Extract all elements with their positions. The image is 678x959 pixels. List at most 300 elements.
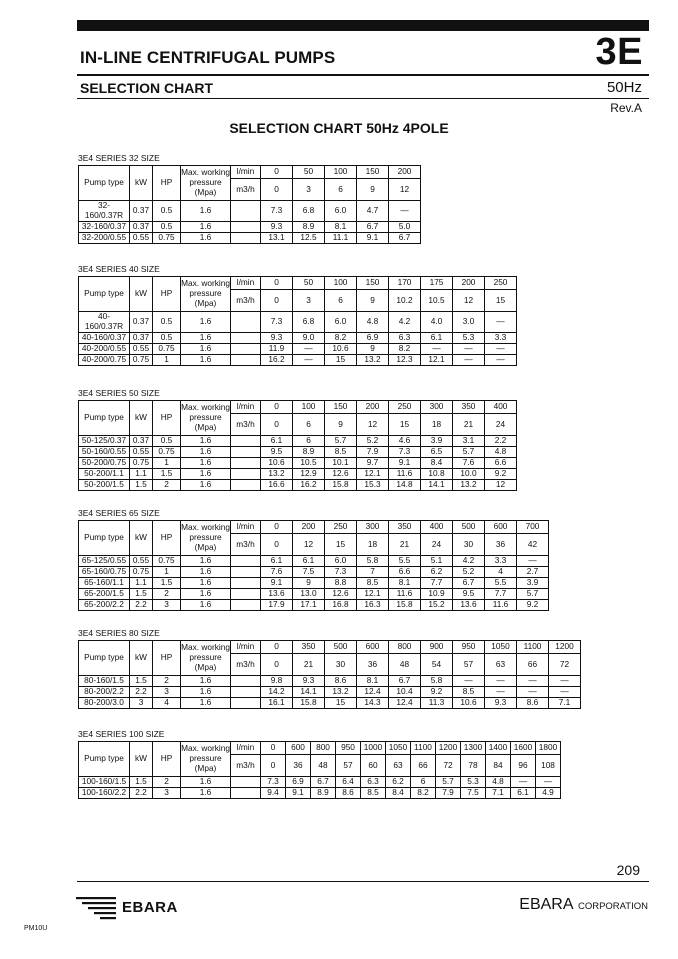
header-pump-type: Pump type xyxy=(79,521,130,556)
head-value-cell: 9 xyxy=(293,578,325,589)
head-value-cell: — xyxy=(549,687,581,698)
head-value-cell: — xyxy=(453,676,485,687)
head-value-cell: 15 xyxy=(325,698,357,709)
head-value-cell: 13.2 xyxy=(357,354,389,365)
pressure-cell: 1.6 xyxy=(181,221,231,232)
head-value-cell: 7.3 xyxy=(261,201,293,222)
flow-m3h-cell: 36 xyxy=(357,654,389,676)
head-value-cell: 9.5 xyxy=(453,589,485,600)
head-value-cell: 7.5 xyxy=(293,567,325,578)
head-value-cell: 7.5 xyxy=(461,788,486,799)
hp-cell: 0.75 xyxy=(153,556,181,567)
head-value-cell: 17.1 xyxy=(293,600,325,611)
header-divider xyxy=(77,74,649,76)
head-value-cell: — xyxy=(485,676,517,687)
flow-m3h-cell: 18 xyxy=(421,414,453,436)
flow-lmin-cell: 300 xyxy=(421,401,453,414)
head-value-cell: 4.7 xyxy=(357,201,389,222)
pressure-cell: 1.6 xyxy=(181,480,231,491)
pump-type-cell: 40-200/0.75 xyxy=(79,354,130,365)
flow-lmin-cell: 400 xyxy=(485,401,517,414)
kw-cell: 0.55 xyxy=(130,232,153,243)
hp-cell: 3 xyxy=(153,788,181,799)
flow-m3h-cell: 6 xyxy=(293,414,325,436)
table-row xyxy=(79,201,421,222)
head-value-cell: — xyxy=(517,687,549,698)
header-row-flow-lmin xyxy=(79,742,561,755)
head-value-cell: 8.6 xyxy=(517,698,549,709)
pressure-cell: 1.6 xyxy=(181,312,231,333)
head-value-cell: 9 xyxy=(357,343,389,354)
head-value-cell: 6.1 xyxy=(293,556,325,567)
hp-cell: 0.75 xyxy=(153,232,181,243)
flow-lmin-cell: 0 xyxy=(261,166,293,179)
head-value-cell: 7.3 xyxy=(261,312,293,333)
header-m3h-unit: m3/h xyxy=(231,755,261,777)
head-value-cell: 8.5 xyxy=(361,788,386,799)
flow-lmin-cell: 350 xyxy=(293,641,325,654)
flow-m3h-cell: 36 xyxy=(286,755,311,777)
pump-type-cell: 40-160/0.37 xyxy=(79,332,130,343)
header-max-pressure: Max. working pressure (Mpa) xyxy=(181,521,231,556)
document-code: PM10U xyxy=(24,925,48,932)
unit-blank-cell xyxy=(231,556,261,567)
pump-type-cell: 32-160/0.37 xyxy=(79,221,130,232)
head-value-cell: — xyxy=(421,343,453,354)
head-value-cell: 2.2 xyxy=(485,436,517,447)
flow-lmin-cell: 700 xyxy=(517,521,549,534)
flow-lmin-cell: 50 xyxy=(293,166,325,179)
head-value-cell: 6.1 xyxy=(421,332,453,343)
flow-m3h-cell: 6 xyxy=(325,179,357,201)
head-value-cell: 5.3 xyxy=(453,332,485,343)
header-row-flow-lmin xyxy=(79,166,421,179)
corporation-brand: EBARA xyxy=(519,896,574,913)
header-lmin-unit: l/min xyxy=(231,521,261,534)
kw-cell: 2.2 xyxy=(130,600,153,611)
kw-cell: 0.75 xyxy=(130,567,153,578)
head-value-cell: 6 xyxy=(293,436,325,447)
head-value-cell: 16.1 xyxy=(261,698,293,709)
flow-lmin-cell: 250 xyxy=(325,521,357,534)
kw-cell: 1.5 xyxy=(130,589,153,600)
head-value-cell: 12 xyxy=(485,480,517,491)
head-value-cell: — xyxy=(389,201,421,222)
kw-cell: 0.55 xyxy=(130,556,153,567)
hp-cell: 1 xyxy=(153,354,181,365)
pump-type-cell: 40-200/0.55 xyxy=(79,343,130,354)
page-number: 209 xyxy=(616,862,640,878)
pump-type-cell: 65-125/0.55 xyxy=(79,556,130,567)
pump-type-cell: 32-200/0.55 xyxy=(79,232,130,243)
flow-lmin-cell: 200 xyxy=(293,521,325,534)
flow-m3h-cell: 78 xyxy=(461,755,486,777)
hp-cell: 0.5 xyxy=(153,312,181,333)
hp-cell: 2 xyxy=(153,589,181,600)
head-value-cell: 3.3 xyxy=(485,556,517,567)
table-row xyxy=(79,436,517,447)
head-value-cell: 6.8 xyxy=(293,312,325,333)
head-value-cell: — xyxy=(485,687,517,698)
head-value-cell: 10.5 xyxy=(293,458,325,469)
head-value-cell: 10.0 xyxy=(453,469,485,480)
pump-type-cell: 65-200/1.5 xyxy=(79,589,130,600)
revision-label: Rev.A xyxy=(610,101,642,115)
unit-blank-cell xyxy=(231,567,261,578)
head-value-cell: 13.2 xyxy=(325,687,357,698)
kw-cell: 1.1 xyxy=(130,578,153,589)
pump-type-cell: 65-200/2.2 xyxy=(79,600,130,611)
header-hp: HP xyxy=(153,641,181,676)
head-value-cell: 12.4 xyxy=(357,687,389,698)
hp-cell: 4 xyxy=(153,698,181,709)
flow-lmin-cell: 1050 xyxy=(386,742,411,755)
unit-blank-cell xyxy=(231,676,261,687)
head-value-cell: 10.6 xyxy=(325,343,357,354)
flow-m3h-cell: 12 xyxy=(293,534,325,556)
head-value-cell: 8.9 xyxy=(293,221,325,232)
pump-type-cell: 65-160/0.75 xyxy=(79,567,130,578)
head-value-cell: 7.7 xyxy=(485,589,517,600)
head-value-cell: 15.3 xyxy=(357,480,389,491)
header-hp: HP xyxy=(153,166,181,201)
pump-type-cell: 80-200/3.0 xyxy=(79,698,130,709)
pressure-cell: 1.6 xyxy=(181,687,231,698)
hp-cell: 0.75 xyxy=(153,343,181,354)
flow-lmin-cell: 150 xyxy=(325,401,357,414)
head-value-cell: 3.3 xyxy=(485,332,517,343)
flow-m3h-cell: 10.5 xyxy=(421,290,453,312)
hp-cell: 0.5 xyxy=(153,201,181,222)
corporation-suffix: CORPORATION xyxy=(577,901,648,912)
flow-lmin-cell: 950 xyxy=(336,742,361,755)
head-value-cell: 9.1 xyxy=(389,458,421,469)
head-value-cell: 9.8 xyxy=(261,676,293,687)
head-value-cell: 8.9 xyxy=(293,447,325,458)
table-row xyxy=(79,600,549,611)
series-title: 3E4 SERIES 65 SIZE xyxy=(78,508,160,518)
pressure-cell: 1.6 xyxy=(181,343,231,354)
kw-cell: 1.5 xyxy=(130,480,153,491)
head-value-cell: — xyxy=(536,777,561,788)
head-value-cell: 13.1 xyxy=(261,232,293,243)
flow-m3h-cell: 24 xyxy=(421,534,453,556)
flow-lmin-cell: 200 xyxy=(453,277,485,290)
flow-m3h-cell: 10.2 xyxy=(389,290,421,312)
unit-blank-cell xyxy=(231,698,261,709)
head-value-cell: 10.1 xyxy=(325,458,357,469)
table-row xyxy=(79,556,549,567)
head-value-cell: — xyxy=(485,343,517,354)
head-value-cell: 9.1 xyxy=(261,578,293,589)
head-value-cell: 12.6 xyxy=(325,469,357,480)
flow-lmin-cell: 1200 xyxy=(436,742,461,755)
series-section xyxy=(78,729,561,799)
head-value-cell: 4.0 xyxy=(421,312,453,333)
flow-lmin-cell: 175 xyxy=(421,277,453,290)
head-value-cell: 5.1 xyxy=(421,556,453,567)
flow-lmin-cell: 350 xyxy=(389,521,421,534)
head-value-cell: 9.1 xyxy=(286,788,311,799)
unit-blank-cell xyxy=(231,687,261,698)
table-row xyxy=(79,332,517,343)
head-value-cell: 10.8 xyxy=(421,469,453,480)
flow-lmin-cell: 200 xyxy=(389,166,421,179)
header-pump-type: Pump type xyxy=(79,277,130,312)
head-value-cell: 3.9 xyxy=(517,578,549,589)
flow-m3h-cell: 12 xyxy=(453,290,485,312)
head-value-cell: 12.1 xyxy=(357,589,389,600)
head-value-cell: 6.2 xyxy=(421,567,453,578)
unit-blank-cell xyxy=(231,458,261,469)
selection-table xyxy=(78,520,549,611)
flow-m3h-cell: 72 xyxy=(436,755,461,777)
header-hp: HP xyxy=(153,521,181,556)
header-lmin-unit: l/min xyxy=(231,742,261,755)
head-value-cell: 9.3 xyxy=(485,698,517,709)
head-value-cell: 15.8 xyxy=(325,480,357,491)
header-row-flow-lmin xyxy=(79,401,517,414)
logo-wordmark: EBARA xyxy=(122,899,178,916)
head-value-cell: — xyxy=(293,343,325,354)
flow-m3h-cell: 15 xyxy=(325,534,357,556)
header-kw: kW xyxy=(130,166,153,201)
head-value-cell: 6.9 xyxy=(357,332,389,343)
head-value-cell: 6.6 xyxy=(485,458,517,469)
head-value-cell: 5.5 xyxy=(485,578,517,589)
head-value-cell: 9.3 xyxy=(261,332,293,343)
flow-lmin-cell: 800 xyxy=(311,742,336,755)
head-value-cell: 9.7 xyxy=(357,458,389,469)
pressure-cell: 1.6 xyxy=(181,469,231,480)
head-value-cell: 12.4 xyxy=(389,698,421,709)
kw-cell: 0.37 xyxy=(130,201,153,222)
flow-m3h-cell: 6 xyxy=(325,290,357,312)
hp-cell: 0.5 xyxy=(153,221,181,232)
flow-m3h-cell: 9 xyxy=(325,414,357,436)
head-value-cell: 8.5 xyxy=(453,687,485,698)
flow-lmin-cell: 0 xyxy=(261,277,293,290)
selection-table xyxy=(78,400,517,491)
head-value-cell: 14.3 xyxy=(357,698,389,709)
header-pump-type: Pump type xyxy=(79,641,130,676)
series-title: 3E4 SERIES 40 SIZE xyxy=(78,264,160,274)
flow-m3h-cell: 18 xyxy=(357,534,389,556)
selection-table xyxy=(78,741,561,799)
kw-cell: 1.1 xyxy=(130,469,153,480)
pump-type-cell: 50-125/0.37 xyxy=(79,436,130,447)
head-value-cell: 5.8 xyxy=(421,676,453,687)
flow-m3h-cell: 36 xyxy=(485,534,517,556)
head-value-cell: 16.8 xyxy=(325,600,357,611)
head-value-cell: — xyxy=(453,343,485,354)
head-value-cell: 9.2 xyxy=(485,469,517,480)
unit-blank-cell xyxy=(231,788,261,799)
unit-blank-cell xyxy=(231,343,261,354)
pressure-cell: 1.6 xyxy=(181,556,231,567)
header-lmin-unit: l/min xyxy=(231,401,261,414)
head-value-cell: 11.6 xyxy=(389,589,421,600)
flow-m3h-cell: 12 xyxy=(357,414,389,436)
head-value-cell: 9.2 xyxy=(517,600,549,611)
hp-cell: 0.75 xyxy=(153,447,181,458)
flow-m3h-cell: 57 xyxy=(336,755,361,777)
flow-m3h-cell: 0 xyxy=(261,534,293,556)
kw-cell: 0.75 xyxy=(130,354,153,365)
head-value-cell: 7.3 xyxy=(325,567,357,578)
flow-m3h-cell: 21 xyxy=(293,654,325,676)
head-value-cell: 17.9 xyxy=(261,600,293,611)
header-pump-type: Pump type xyxy=(79,742,130,777)
head-value-cell: 6.7 xyxy=(357,221,389,232)
table-row xyxy=(79,232,421,243)
header-row-flow-lmin xyxy=(79,641,581,654)
unit-blank-cell xyxy=(231,221,261,232)
flow-lmin-cell: 100 xyxy=(325,166,357,179)
pressure-cell: 1.6 xyxy=(181,788,231,799)
unit-blank-cell xyxy=(231,354,261,365)
flow-lmin-cell: 600 xyxy=(485,521,517,534)
series-section xyxy=(78,508,549,611)
head-value-cell: 8.1 xyxy=(389,578,421,589)
document-subtitle: SELECTION CHART xyxy=(80,80,213,96)
head-value-cell: 12.1 xyxy=(357,469,389,480)
flow-lmin-cell: 50 xyxy=(293,277,325,290)
head-value-cell: 5.7 xyxy=(325,436,357,447)
head-value-cell: 15.8 xyxy=(389,600,421,611)
head-value-cell: 15 xyxy=(325,354,357,365)
flow-lmin-cell: 400 xyxy=(421,521,453,534)
flow-lmin-cell: 1800 xyxy=(536,742,561,755)
corporation-name xyxy=(519,896,648,914)
flow-lmin-cell: 350 xyxy=(453,401,485,414)
header-m3h-unit: m3/h xyxy=(231,179,261,201)
head-value-cell: 5.3 xyxy=(461,777,486,788)
pressure-cell: 1.6 xyxy=(181,567,231,578)
header-kw: kW xyxy=(130,277,153,312)
head-value-cell: 7.3 xyxy=(261,777,286,788)
head-value-cell: 13.0 xyxy=(293,589,325,600)
header-max-pressure: Max. working pressure (Mpa) xyxy=(181,277,231,312)
head-value-cell: 16.6 xyxy=(261,480,293,491)
head-value-cell: 4 xyxy=(485,567,517,578)
head-value-cell: 9.4 xyxy=(261,788,286,799)
table-row xyxy=(79,698,581,709)
pressure-cell: 1.6 xyxy=(181,777,231,788)
hp-cell: 2 xyxy=(153,777,181,788)
header-max-pressure: Max. working pressure (Mpa) xyxy=(181,401,231,436)
flow-m3h-cell: 66 xyxy=(411,755,436,777)
kw-cell: 0.37 xyxy=(130,436,153,447)
head-value-cell: 6.3 xyxy=(389,332,421,343)
head-value-cell: — xyxy=(485,312,517,333)
kw-cell: 0.37 xyxy=(130,312,153,333)
kw-cell: 0.55 xyxy=(130,343,153,354)
flow-m3h-cell: 48 xyxy=(389,654,421,676)
header-kw: kW xyxy=(130,401,153,436)
table-row xyxy=(79,312,517,333)
head-value-cell: 4.6 xyxy=(389,436,421,447)
header-pump-type: Pump type xyxy=(79,401,130,436)
table-row xyxy=(79,777,561,788)
flow-lmin-cell: 170 xyxy=(389,277,421,290)
flow-lmin-cell: 150 xyxy=(357,166,389,179)
flow-m3h-cell: 0 xyxy=(261,654,293,676)
unit-blank-cell xyxy=(231,447,261,458)
head-value-cell: 5.2 xyxy=(357,436,389,447)
head-value-cell: 8.6 xyxy=(325,676,357,687)
head-value-cell: 10.6 xyxy=(453,698,485,709)
series-section xyxy=(78,153,421,244)
header-m3h-unit: m3/h xyxy=(231,654,261,676)
head-value-cell: 8.8 xyxy=(325,578,357,589)
flow-m3h-cell: 42 xyxy=(517,534,549,556)
head-value-cell: 3.9 xyxy=(421,436,453,447)
table-row xyxy=(79,447,517,458)
head-value-cell: 5.7 xyxy=(517,589,549,600)
flow-m3h-cell: 63 xyxy=(485,654,517,676)
head-value-cell: 6.0 xyxy=(325,201,357,222)
series-title: 3E4 SERIES 32 SIZE xyxy=(78,153,160,163)
flow-m3h-cell: 0 xyxy=(261,755,286,777)
table-row xyxy=(79,469,517,480)
head-value-cell: 10.6 xyxy=(261,458,293,469)
flow-lmin-cell: 100 xyxy=(293,401,325,414)
unit-blank-cell xyxy=(231,480,261,491)
header-lmin-unit: l/min xyxy=(231,166,261,179)
flow-m3h-cell: 3 xyxy=(293,179,325,201)
flow-m3h-cell: 30 xyxy=(325,654,357,676)
head-value-cell: 5.8 xyxy=(357,556,389,567)
hp-cell: 1 xyxy=(153,458,181,469)
pressure-cell: 1.6 xyxy=(181,458,231,469)
flow-m3h-cell: 24 xyxy=(485,414,517,436)
header-row-flow-lmin xyxy=(79,277,517,290)
flow-m3h-cell: 21 xyxy=(453,414,485,436)
flow-lmin-cell: 0 xyxy=(261,521,293,534)
frequency-label: 50Hz xyxy=(606,79,642,96)
series-code: 3E xyxy=(595,31,643,73)
head-value-cell: 12.1 xyxy=(421,354,453,365)
table-row xyxy=(79,788,561,799)
pump-type-cell: 40-160/0.37R xyxy=(79,312,130,333)
header-lmin-unit: l/min xyxy=(231,641,261,654)
flow-m3h-cell: 0 xyxy=(261,290,293,312)
head-value-cell: 8.2 xyxy=(325,332,357,343)
header-kw: kW xyxy=(130,641,153,676)
flow-m3h-cell: 0 xyxy=(261,414,293,436)
head-value-cell: 3.1 xyxy=(453,436,485,447)
head-value-cell: — xyxy=(517,676,549,687)
pump-type-cell: 50-200/0.75 xyxy=(79,458,130,469)
header-pump-type: Pump type xyxy=(79,166,130,201)
flow-lmin-cell: 1400 xyxy=(486,742,511,755)
flow-m3h-cell: 9 xyxy=(357,179,389,201)
head-value-cell: 7.1 xyxy=(549,698,581,709)
head-value-cell: 12.9 xyxy=(293,469,325,480)
head-value-cell: 8.2 xyxy=(411,788,436,799)
head-value-cell: 14.8 xyxy=(389,480,421,491)
flow-m3h-cell: 30 xyxy=(453,534,485,556)
flow-m3h-cell: 96 xyxy=(511,755,536,777)
kw-cell: 0.37 xyxy=(130,221,153,232)
head-value-cell: 8.2 xyxy=(389,343,421,354)
unit-blank-cell xyxy=(231,469,261,480)
head-value-cell: 11.6 xyxy=(485,600,517,611)
head-value-cell: 4.8 xyxy=(485,447,517,458)
head-value-cell: 15.2 xyxy=(421,600,453,611)
head-value-cell: 6.1 xyxy=(511,788,536,799)
